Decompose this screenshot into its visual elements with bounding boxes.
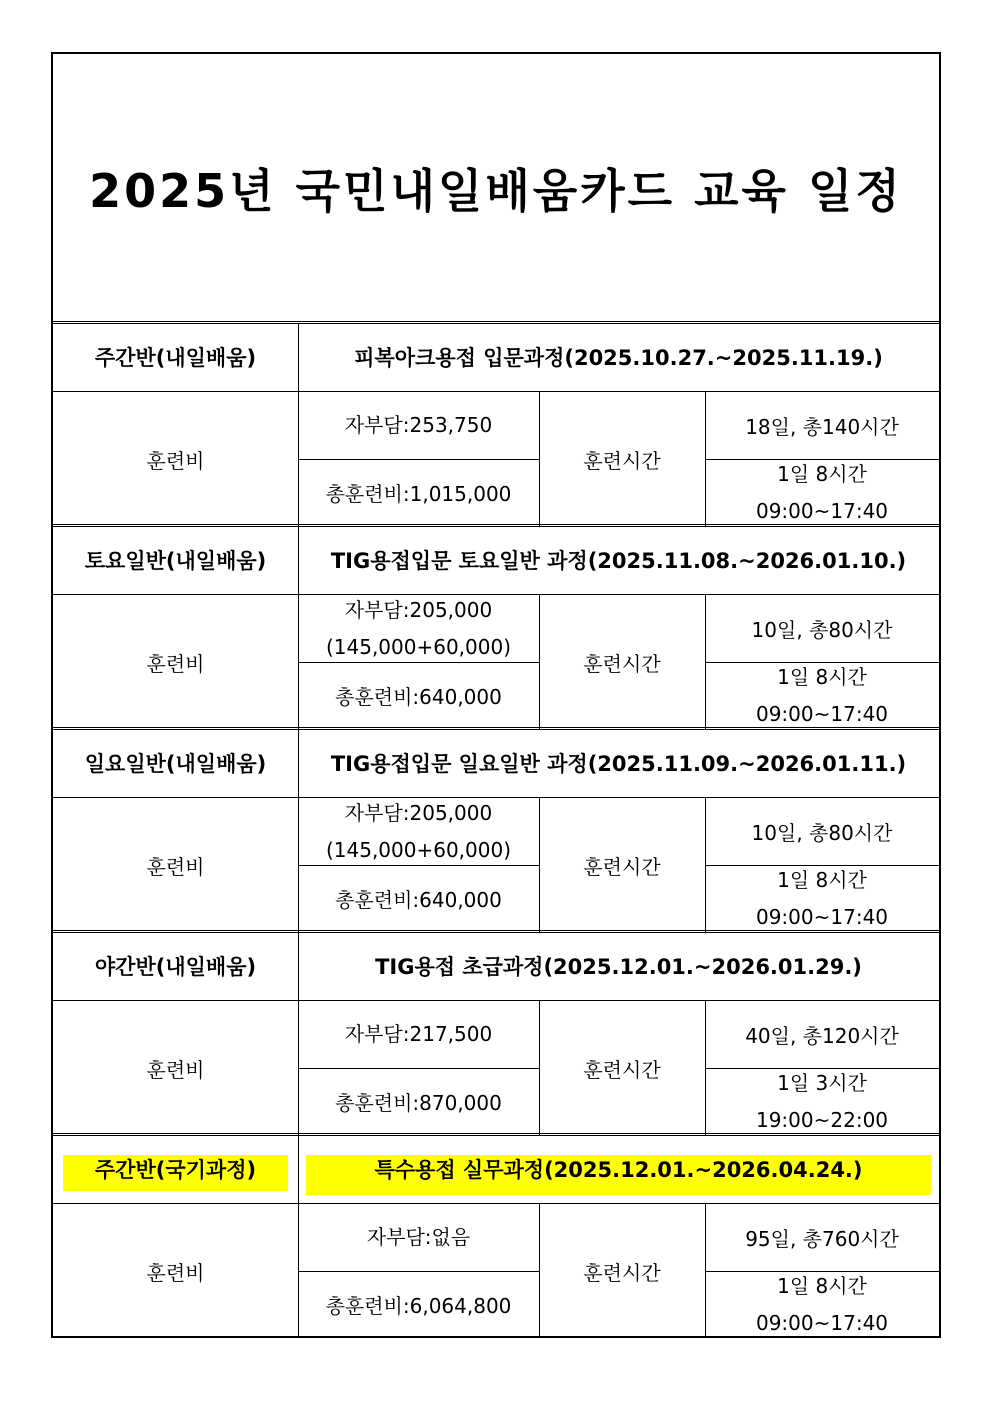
- self-pay-line: 자부담:205,000: [344, 800, 493, 825]
- daily-hours: 1일 8시간: [777, 1273, 867, 1298]
- col-line: [298, 1135, 299, 1338]
- fee-label: 훈련비: [146, 1260, 205, 1285]
- daily-schedule-cell: [705, 865, 939, 932]
- col-line: [298, 729, 299, 932]
- daily-schedule-cell: [705, 662, 939, 729]
- title-area: [53, 54, 939, 323]
- inner-line: [298, 459, 539, 460]
- daily-hours: 1일 8시간: [777, 664, 867, 689]
- inner-line: [298, 865, 539, 866]
- inner-line: [705, 1271, 939, 1272]
- total-fee-cell: 총훈련비:640,000: [335, 888, 502, 912]
- time-label: 훈련시간: [583, 1260, 661, 1285]
- time-range: 09:00~17:40: [755, 498, 889, 523]
- daily-hours: 1일 3시간: [777, 1070, 867, 1095]
- self-pay-line: 자부담:253,750: [344, 413, 493, 437]
- daily-hours: 1일 8시간: [777, 867, 867, 892]
- class-name-cell: 토요일반(내일배움): [84, 549, 267, 573]
- col-line: [298, 932, 299, 1135]
- self-pay-cell: [298, 1204, 539, 1271]
- time-range: 09:00~17:40: [755, 904, 889, 929]
- inner-line: [705, 1068, 939, 1069]
- fee-label: 훈련비: [146, 1057, 205, 1082]
- col-line: [298, 526, 299, 729]
- schedule-table: [51, 52, 941, 1338]
- class-name-cell: 주간반(내일배움): [94, 346, 257, 370]
- class-name-cell: 야간반(내일배움): [94, 955, 257, 979]
- daily-schedule-cell: [705, 1271, 939, 1338]
- duration-cell: 10일, 총80시간: [751, 821, 893, 845]
- duration-cell: 18일, 총140시간: [745, 415, 899, 439]
- daily-schedule-cell: [705, 1068, 939, 1135]
- inner-line: [705, 662, 939, 663]
- duration-cell: 95일, 총760시간: [745, 1227, 899, 1251]
- self-pay-cell: [298, 595, 539, 662]
- time-label: 훈련시간: [583, 448, 661, 473]
- class-name-cell: 일요일반(내일배움): [84, 752, 267, 776]
- self-pay-line: (145,000+60,000): [325, 634, 512, 659]
- inner-line: [705, 865, 939, 866]
- course-title-cell: 피복아크용접 입문과정(2025.10.27.~2025.11.19.): [354, 346, 883, 370]
- duration-cell: 10일, 총80시간: [751, 618, 893, 642]
- total-fee-cell: 총훈련비:6,064,800: [325, 1294, 512, 1318]
- total-fee-cell: 총훈련비:1,015,000: [325, 482, 512, 506]
- col-line: [539, 391, 540, 526]
- inner-line: [298, 1068, 539, 1069]
- daily-hours: 1일 8시간: [777, 461, 867, 486]
- self-pay-line: 자부담:없음: [366, 1225, 471, 1249]
- course-title-cell: TIG용접 초급과정(2025.12.01.~2026.01.29.): [375, 955, 862, 979]
- class-name-cell: 주간반(국기과정): [94, 1158, 257, 1182]
- time-label: 훈련시간: [583, 854, 661, 879]
- time-label: 훈련시간: [583, 651, 661, 676]
- course-title-cell: 특수용접 실무과정(2025.12.01.~2026.04.24.): [374, 1158, 863, 1182]
- self-pay-line: 자부담:217,500: [344, 1022, 493, 1046]
- col-line: [539, 1203, 540, 1338]
- time-range: 19:00~22:00: [755, 1107, 889, 1132]
- inner-line: [298, 1271, 539, 1272]
- time-range: 09:00~17:40: [755, 701, 889, 726]
- inner-line: [298, 662, 539, 663]
- col-line: [539, 594, 540, 729]
- daily-schedule-cell: [705, 459, 939, 526]
- col-line: [298, 323, 299, 526]
- total-fee-cell: 총훈련비:640,000: [335, 685, 502, 709]
- page-title: 2025년 국민내일배움카드 교육 일정: [89, 164, 903, 218]
- col-line: [539, 1000, 540, 1135]
- course-title-cell: TIG용접입문 토요일반 과정(2025.11.08.~2026.01.10.): [330, 549, 907, 573]
- self-pay-cell: [298, 392, 539, 459]
- total-fee-cell: 총훈련비:870,000: [335, 1091, 502, 1115]
- self-pay-cell: [298, 798, 539, 865]
- inner-line: [705, 459, 939, 460]
- fee-label: 훈련비: [146, 651, 205, 676]
- self-pay-line: 자부담:205,000: [344, 597, 493, 622]
- self-pay-cell: [298, 1001, 539, 1068]
- self-pay-line: (145,000+60,000): [325, 837, 512, 862]
- duration-cell: 40일, 총120시간: [745, 1024, 899, 1048]
- fee-label: 훈련비: [146, 448, 205, 473]
- col-line: [539, 797, 540, 932]
- time-range: 09:00~17:40: [755, 1310, 889, 1335]
- time-label: 훈련시간: [583, 1057, 661, 1082]
- course-title-cell: TIG용접입문 일요일반 과정(2025.11.09.~2026.01.11.): [330, 752, 907, 776]
- fee-label: 훈련비: [146, 854, 205, 879]
